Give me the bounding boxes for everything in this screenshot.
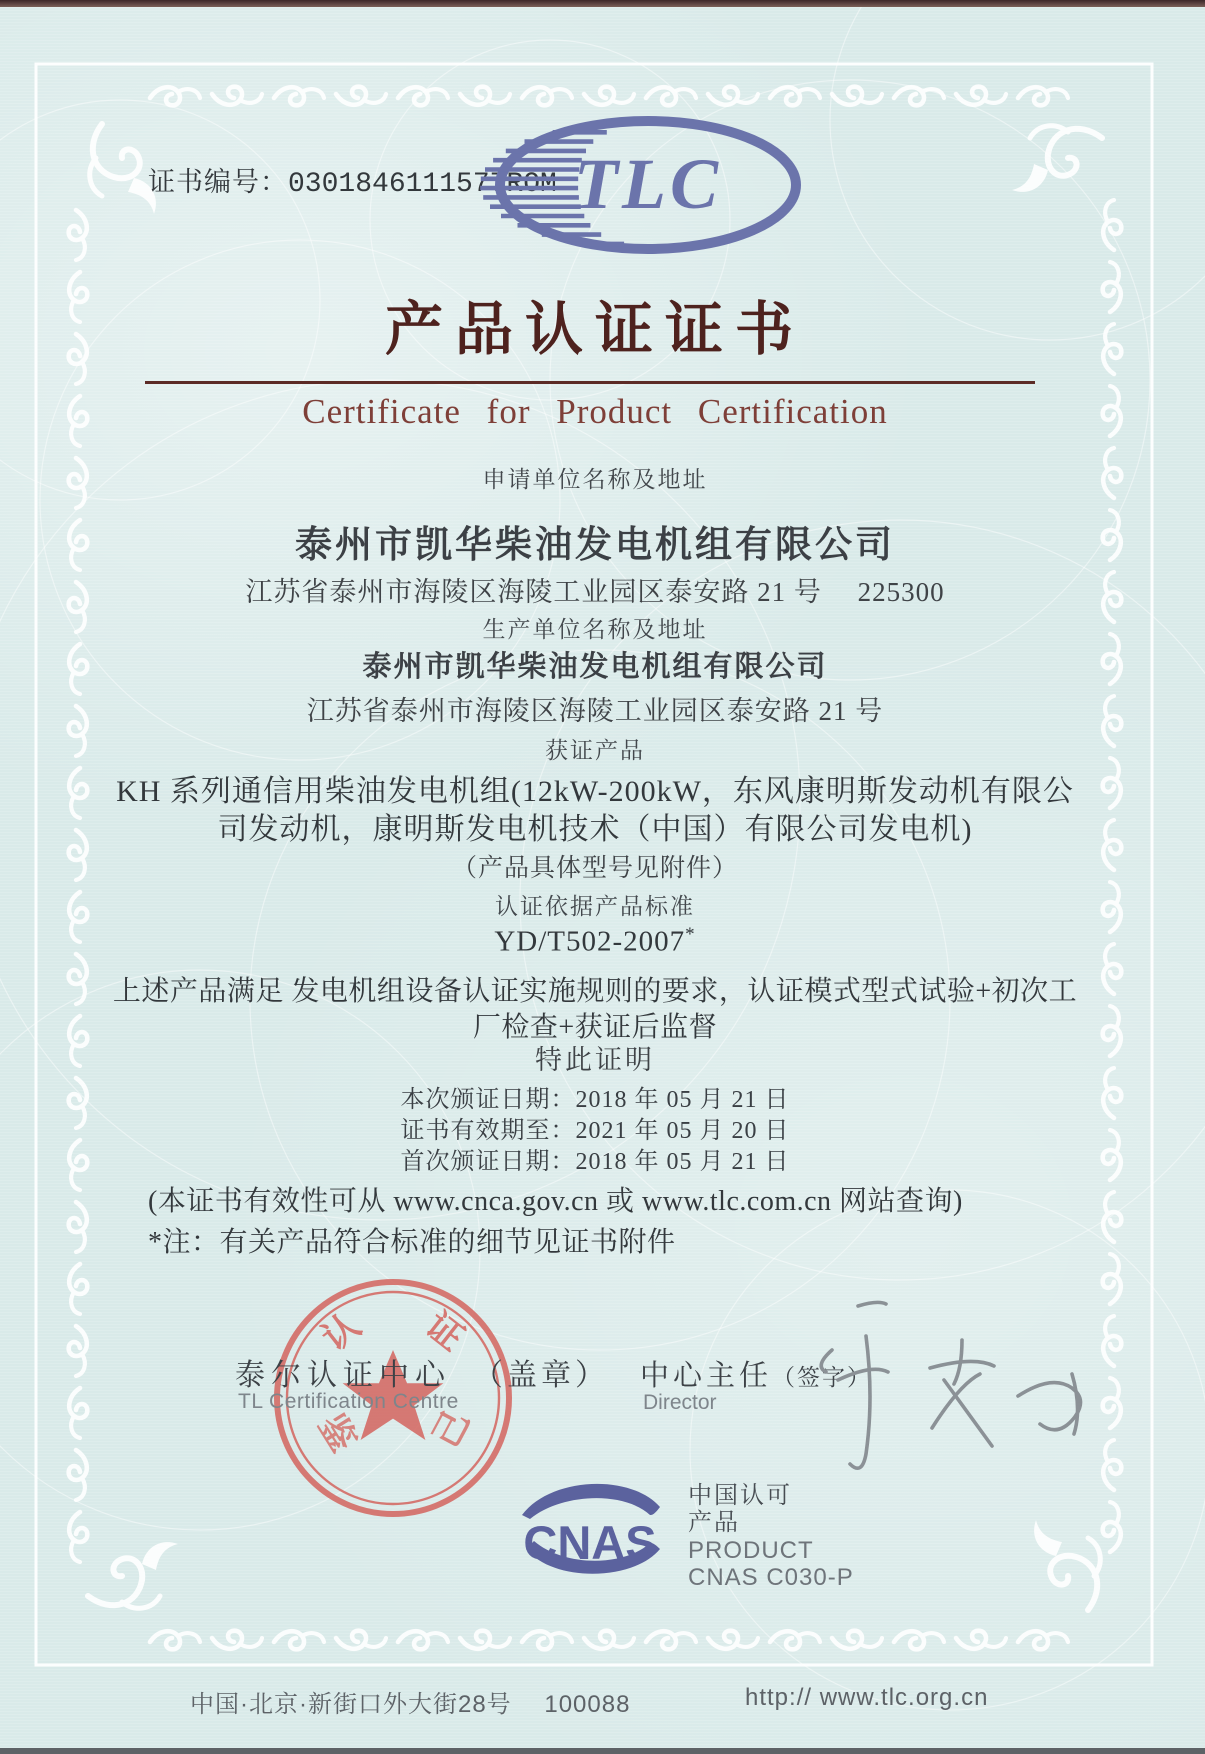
manufacturer-name: 泰州市凯华柴油发电机组有限公司 [362, 651, 828, 683]
border-ornament [1103, 200, 1121, 250]
issuer-name-cn: 泰尔认证中心 [235, 1359, 451, 1392]
standard-code-value: YD/T502-2007 [494, 925, 686, 958]
cnas-line-code: CNAS C030-P [688, 1564, 854, 1591]
border-ornament [770, 1631, 820, 1649]
issue-date-row [0, 1079, 1190, 1114]
seal-char-1: 认 [314, 1304, 368, 1359]
border-ornament [1103, 1192, 1121, 1242]
border-ornament [1018, 87, 1068, 105]
cnas-line-china-accredited: 中国认可 [688, 1483, 792, 1509]
statement-line-2: 厂检查+获证后监督 [472, 1012, 718, 1043]
expiry-date-label: 证书有效期至： [400, 1118, 576, 1144]
border-ornament [88, 1542, 178, 1608]
border-ornament [460, 87, 510, 105]
border-ornament [212, 87, 262, 105]
border-ornament [69, 210, 87, 260]
sign-hint: （签字） [772, 1365, 873, 1390]
standard-code [0, 924, 1190, 959]
director-label-en: Director [643, 1391, 717, 1414]
manufacturer-address: 江苏省泰州市海陵区海陵工业园区泰安路 21 号 [306, 696, 884, 726]
first-issue-date-value: 2018 年 05 月 21 日 [575, 1149, 790, 1175]
border-ornament [584, 87, 634, 105]
cnas-line-product-cn: 产品 [688, 1510, 740, 1536]
border-ornament [398, 1631, 448, 1649]
declaration: 特此证明 [535, 1045, 655, 1075]
border-ornament [832, 1631, 882, 1649]
border-ornament [708, 87, 758, 105]
issue-date-value: 2018 年 05 月 21 日 [575, 1087, 790, 1113]
border-ornament [336, 87, 386, 105]
director-label-cn: 中心主任 [640, 1360, 773, 1392]
border-ornament [274, 87, 324, 105]
applicant-address: 江苏省泰州市海陵区海陵工业园区泰安路 21 号 225300 [245, 577, 945, 607]
certificate-number-label: 证书编号： [148, 167, 288, 197]
border-ornament [69, 1264, 87, 1314]
manufacturer-section-label: 生产单位名称及地址 [482, 617, 708, 642]
expiry-date-row [0, 1110, 1190, 1145]
statement-line-1: 上述产品满足 发电机组设备认证实施规则的要求，认证模式型式试验+初次工 [112, 976, 1078, 1007]
border-ornament [90, 124, 156, 214]
issuer-name-line [235, 1350, 609, 1394]
validity-note: (本证书有效性可从 www.cnca.gov.cn 或 www.tlc.com.cn 网站查询) [148, 1186, 963, 1217]
border-ornament [212, 1631, 262, 1649]
scan-edge-bottom [0, 1748, 1205, 1754]
border-ornament [336, 1631, 386, 1649]
cnas-logo-text: CNAS [523, 1516, 657, 1569]
cnas-logo [510, 1471, 670, 1591]
first-issue-date-label: 首次颁证日期： [400, 1149, 576, 1175]
border-ornament [398, 87, 448, 105]
border-ornament [522, 1631, 572, 1649]
border-ornament [646, 1631, 696, 1649]
product-section-label: 获证产品 [545, 738, 645, 763]
border-ornament [150, 87, 200, 105]
product-note: （产品具体型号见附件） [451, 855, 738, 882]
border-ornament [460, 1631, 510, 1649]
border-ornament [956, 87, 1006, 105]
border-ornament [1103, 1502, 1121, 1552]
border-ornament [894, 1631, 944, 1649]
border-ornament [708, 1631, 758, 1649]
scan-edge-top [0, 0, 1205, 7]
seal-hint: （盖章） [473, 1359, 609, 1392]
seal-char-2: 证 [418, 1304, 472, 1359]
footer-address: 中国·北京·新街口外大街28号 100088 [190, 1691, 631, 1718]
footer-website: http:// www.tlc.org.cn [745, 1684, 989, 1711]
product-line-1: KH 系列通信用柴油发电机组(12kW-200kW，东风康明斯发动机有限公 [116, 775, 1074, 808]
standard-section-label: 认证依据产品标准 [495, 894, 695, 919]
border-ornament [69, 1512, 87, 1562]
border-ornament [770, 87, 820, 105]
title-divider [145, 381, 1035, 384]
seal-char-3: 己 [424, 1403, 478, 1455]
cnas-line-product-en: PRODUCT [688, 1537, 814, 1564]
border-ornament [522, 87, 572, 105]
first-issue-date-row [0, 1141, 1190, 1176]
border-ornament [274, 1631, 324, 1649]
border-ornament [69, 1388, 87, 1438]
border-ornament [832, 87, 882, 105]
border-ornament [584, 1631, 634, 1649]
border-ornament [69, 1450, 87, 1500]
applicant-section-label: 申请单位名称及地址 [482, 467, 708, 492]
issuer-name-en: TL Certification Centre [238, 1390, 459, 1413]
tlc-logo-text: TLC [574, 144, 722, 224]
border-ornament [1018, 1631, 1068, 1649]
tlc-logo [470, 106, 815, 264]
border-ornament [1012, 126, 1102, 192]
border-ornament [150, 1631, 200, 1649]
expiry-date-value: 2021 年 05 月 20 日 [575, 1118, 790, 1144]
applicant-name: 泰州市凯华柴油发电机组有限公司 [295, 524, 895, 565]
border-ornament [646, 87, 696, 105]
cnas-text-block [688, 1483, 854, 1591]
standard-asterisk: * [685, 924, 696, 945]
certificate-number-value: 0301846111577ROM [288, 169, 557, 200]
footnote: *注：有关产品符合标准的细节见证书附件 [148, 1227, 676, 1258]
seal-char-4: 鉴 [310, 1406, 365, 1459]
border-ornament [1034, 1520, 1100, 1610]
border-ornament [956, 1631, 1006, 1649]
title-english: Certificate for Product Certification [302, 392, 888, 431]
border-ornament [69, 1202, 87, 1252]
issue-date-label: 本次颁证日期： [400, 1087, 576, 1113]
director-signature [780, 1288, 1110, 1498]
border-ornament [894, 87, 944, 105]
product-line-2: 司发动机，康明斯发电机技术（中国）有限公司发电机) [217, 813, 973, 846]
title-chinese: 产品认证证书 [384, 297, 805, 362]
border-ornament [69, 1326, 87, 1376]
